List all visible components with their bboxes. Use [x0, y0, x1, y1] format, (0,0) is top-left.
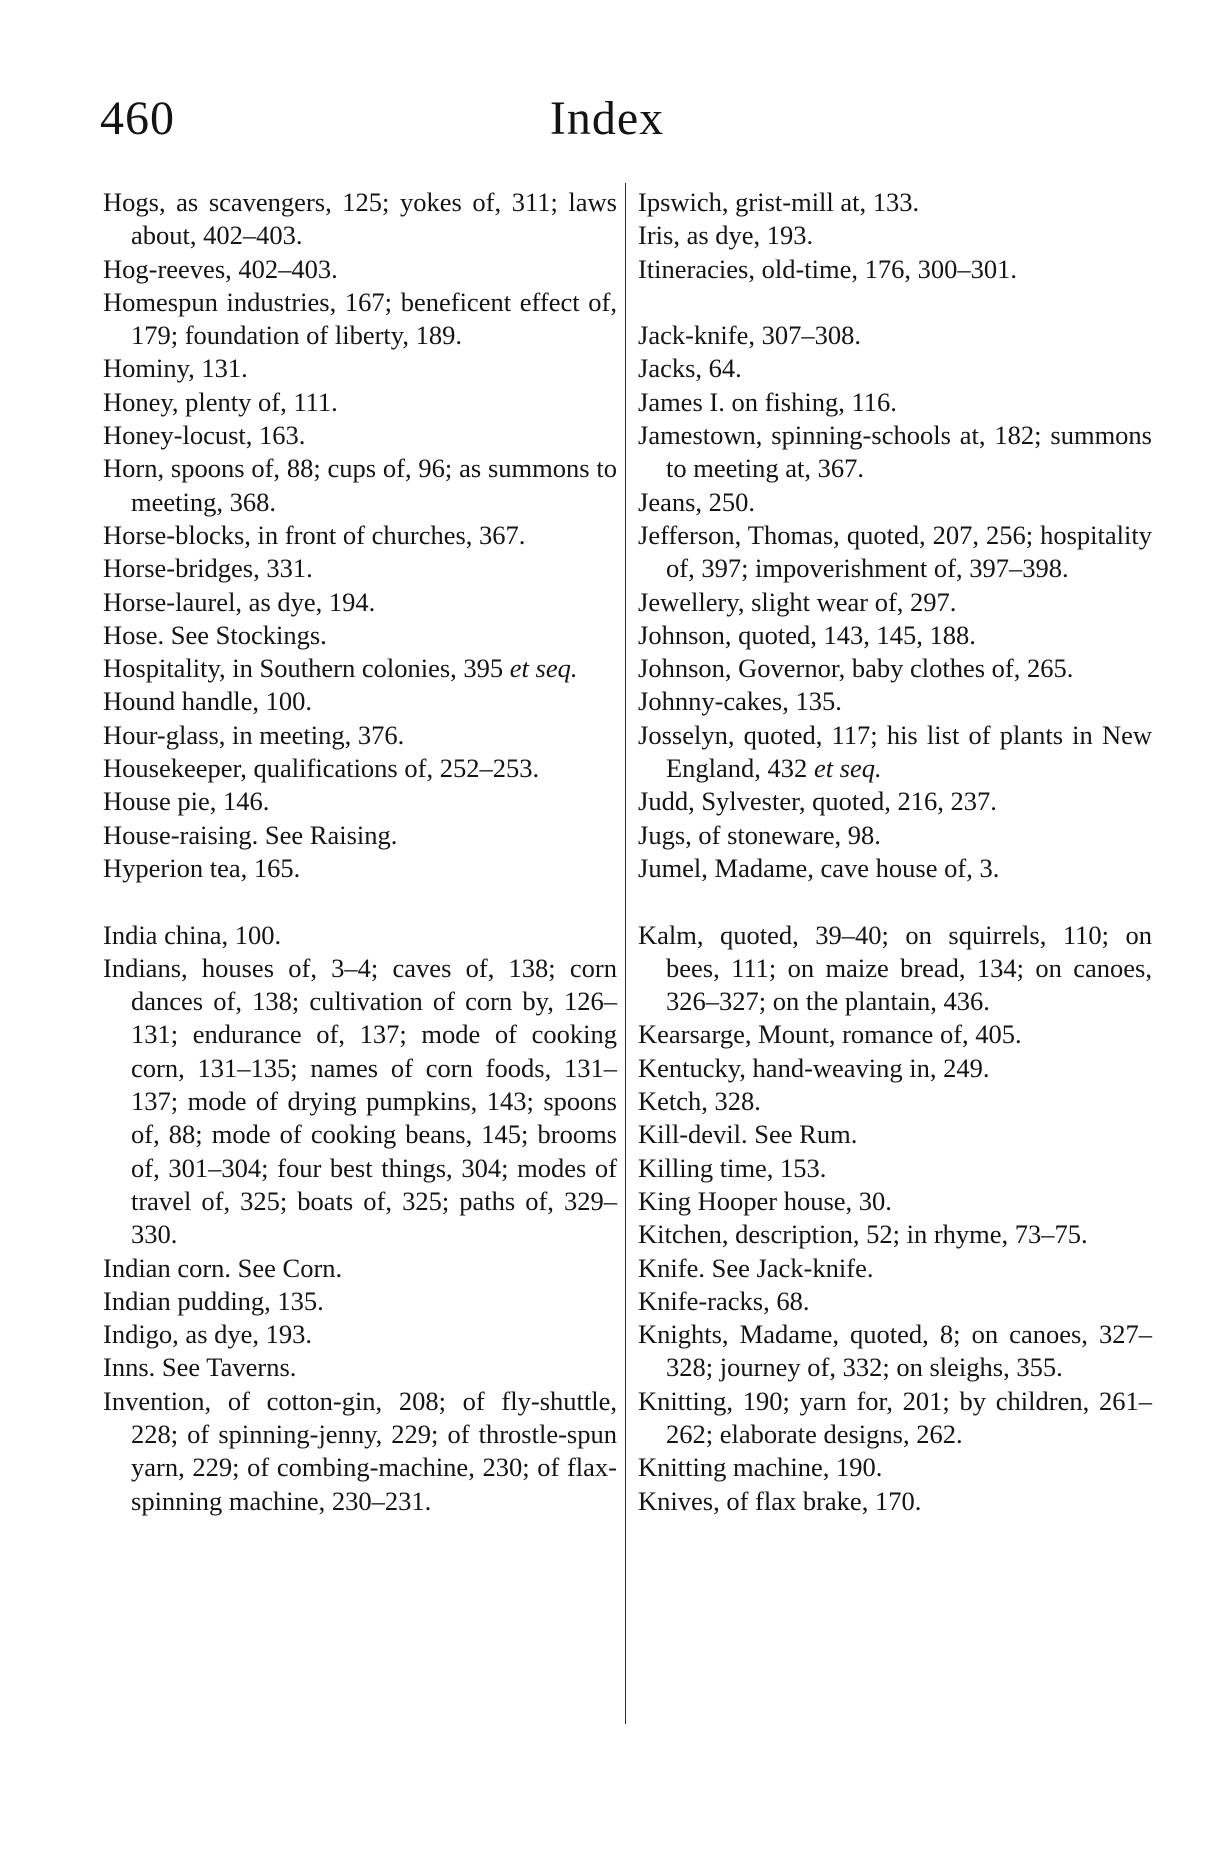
index-entry [103, 952, 617, 1252]
index-entry-text: Horse-bridges, 331. [103, 553, 313, 584]
index-entry [638, 652, 1152, 685]
index-entry-text: Hose. See Stockings. [103, 619, 327, 650]
index-entry [103, 253, 617, 286]
index-entry [638, 253, 1152, 286]
page-number: 460 [100, 92, 175, 145]
index-entry [103, 819, 617, 852]
index-entry-text: Jack-knife, 307–308. [638, 320, 861, 351]
index-entry-text: Josselyn, quoted, 117; his list of plants in New England, 432 [638, 719, 1152, 784]
index-entry [638, 352, 1152, 385]
index-entry-text: Knife-racks, 68. [638, 1285, 810, 1316]
index-entry-text: Inns. See Taverns. [103, 1352, 297, 1383]
index-entry [638, 852, 1152, 885]
index-entry [638, 1252, 1152, 1285]
index-entry-text: Kentucky, hand-weaving in, 249. [638, 1052, 990, 1083]
index-entry-text: Kitchen, description, 52; in rhyme, 73–75. [638, 1219, 1088, 1250]
index-entry-text: Horse-laurel, as dye, 194. [103, 586, 376, 617]
index-entry-text: Kalm, quoted, 39–40; on squirrels, 110; on bees, 111; on maize bread, 134; on canoes, 326–327; on the plantain, 436. [638, 919, 1152, 1017]
index-entry [103, 1318, 617, 1351]
index-entry [638, 685, 1152, 718]
index-entry-text: Jacks, 64. [638, 353, 742, 384]
page-title: Index [549, 92, 665, 145]
index-entry-text: Honey, plenty of, 111. [103, 386, 338, 417]
index-entry [103, 186, 617, 253]
index-entry [103, 652, 617, 685]
index-entry-text: Knitting, 190; yarn for, 201; by children, 261–262; elaborate designs, 262. [638, 1385, 1152, 1449]
letter-section-gap [103, 885, 617, 918]
index-entry-text: Johnson, Governor, baby clothes of, 265. [638, 653, 1074, 684]
index-entry-text: Johnson, quoted, 143, 145, 188. [638, 619, 976, 650]
index-entry-text: Jumel, Madame, cave house of, 3. [638, 852, 1000, 883]
index-entry-text: James I. on fishing, 116. [638, 386, 897, 417]
index-entry-text: Jefferson, Thomas, quoted, 207, 256; hospitality of, 397; impoverishment of, 397–398. [638, 519, 1152, 584]
index-entry [103, 685, 617, 718]
index-entry-text: Knights, Madame, quoted, 8; on canoes, 327–328; journey of, 332; on sleighs, 355. [638, 1319, 1152, 1383]
index-entry-text: Indian corn. See Corn. [103, 1252, 343, 1283]
index-entry-text: Hominy, 131. [103, 353, 248, 384]
index-entry-text: Hogs, as scavengers, 125; yokes of, 311; laws about, 402–403. [103, 187, 617, 251]
index-entry [638, 419, 1152, 486]
index-entry-text: Jugs, of stoneware, 98. [638, 819, 881, 850]
index-entry-text: Indians, houses of, 3–4; caves of, 138; corn dances of, 138; cultivation of corn by, 126–131; endurance of, 137; mode of cooking corn, 131–135; names of corn foods, 131–137; mode of drying pumpkins, 143; spoons of, 88; mode of cooking beans, 145; brooms of, 301–304; four best things, 304; modes of travel of, 325; boats of, 325; paths of, 329–330. [103, 952, 617, 1250]
index-entry [638, 1485, 1152, 1518]
index-entry [103, 1252, 617, 1285]
index-entry [638, 1085, 1152, 1118]
index-entry [638, 1218, 1152, 1251]
index-entry-text: Jewellery, slight wear of, 297. [638, 586, 957, 617]
index-entry [103, 419, 617, 452]
index-entry-text: Invention, of cotton-gin, 208; of fly-shuttle, 228; of spinning-jenny, 229; of throstle-spun yarn, 229; of combing-machine, 230; of flax-spinning machine, 230–231. [103, 1385, 617, 1516]
index-entry [103, 1285, 617, 1318]
index-entry [638, 1152, 1152, 1185]
index-entry [638, 319, 1152, 352]
index-entry [638, 1018, 1152, 1051]
index-entry [103, 352, 617, 385]
index-entry-text: Hound handle, 100. [103, 686, 313, 717]
index-entry-text: Hyperion tea, 165. [103, 852, 301, 883]
index-entry [103, 586, 617, 619]
index-entry [638, 819, 1152, 852]
index-entry-text: Indigo, as dye, 193. [103, 1319, 313, 1350]
index-entry [638, 1451, 1152, 1484]
index-entry-text: Itineracies, old-time, 176, 300–301. [638, 253, 1018, 284]
index-entry [638, 1052, 1152, 1085]
index-column-left [103, 186, 617, 1518]
index-entry [103, 619, 617, 652]
index-entry [103, 452, 617, 519]
index-entry-text: Honey-locust, 163. [103, 420, 306, 451]
index-entry-text: Indian pudding, 135. [103, 1285, 324, 1316]
index-entry-text: Homespun industries, 167; beneficent effect of, 179; foundation of liberty, 189. [103, 286, 617, 351]
index-entry [638, 1385, 1152, 1452]
index-entry-text: Knife. See Jack-knife. [638, 1252, 874, 1283]
index-entry-text: Horse-blocks, in front of churches, 367. [103, 519, 526, 550]
index-entry-text: House pie, 146. [103, 786, 270, 817]
index-entry [638, 219, 1152, 252]
index-entry [638, 586, 1152, 619]
index-entry-et-seq: et seq. [813, 753, 882, 784]
index-entry [103, 719, 617, 752]
index-entry-text: Knitting machine, 190. [638, 1452, 883, 1483]
index-entry-text: House-raising. See Raising. [103, 819, 398, 850]
index-entry-text: Horn, spoons of, 88; cups of, 96; as summons to meeting, 368. [103, 453, 617, 517]
index-entry [638, 1285, 1152, 1318]
index-entry [103, 1351, 617, 1384]
index-entry-text: Hog-reeves, 402–403. [103, 253, 338, 284]
index-entry-et-seq: et seq. [509, 653, 578, 684]
index-entry [103, 552, 617, 585]
index-entry [638, 919, 1152, 1019]
index-entry [103, 785, 617, 818]
index-entry [638, 1185, 1152, 1218]
index-entry-text: Hour-glass, in meeting, 376. [103, 719, 405, 750]
index-entry [638, 386, 1152, 419]
index-entry-text: Killing time, 153. [638, 1152, 827, 1183]
index-entry [103, 1385, 617, 1518]
index-entry-text: Jeans, 250. [638, 486, 756, 517]
index-entry [103, 386, 617, 419]
index-entry-text: Jamestown, spinning-schools at, 182; summons to meeting at, 367. [638, 420, 1152, 484]
index-entry-text: Iris, as dye, 193. [638, 220, 814, 251]
index-entry [638, 1318, 1152, 1385]
column-divider [625, 183, 626, 1724]
index-entry [638, 785, 1152, 818]
index-entry [103, 852, 617, 885]
index-entry [638, 486, 1152, 519]
letter-section-gap [638, 885, 1152, 918]
index-entry-text: Ipswich, grist-mill at, 133. [638, 187, 920, 217]
letter-section-gap [638, 286, 1152, 319]
index-column-right [638, 186, 1152, 1518]
index-entry-text: Kearsarge, Mount, romance of, 405. [638, 1019, 1022, 1050]
index-entry-text: King Hooper house, 30. [638, 1185, 892, 1216]
index-entry-text: Judd, Sylvester, quoted, 216, 237. [638, 786, 997, 817]
index-entry [103, 919, 617, 952]
index-entry-text: Johnny-cakes, 135. [638, 686, 842, 717]
index-entry-text: Housekeeper, qualifications of, 252–253. [103, 753, 540, 784]
index-entry [103, 519, 617, 552]
index-entry-text: Knives, of flax brake, 170. [638, 1485, 922, 1516]
index-entry [638, 619, 1152, 652]
index-entry [638, 1118, 1152, 1151]
index-entry-text: Kill-devil. See Rum. [638, 1119, 858, 1150]
index-entry-text: Hospitality, in Southern colonies, 395 [103, 653, 504, 684]
index-entry [103, 286, 617, 353]
index-entry [638, 519, 1152, 586]
index-entry-text: India china, 100. [103, 919, 282, 950]
index-entry [103, 752, 617, 785]
index-entry [638, 186, 1152, 219]
index-entry [638, 719, 1152, 786]
index-entry-text: Ketch, 328. [638, 1086, 761, 1117]
